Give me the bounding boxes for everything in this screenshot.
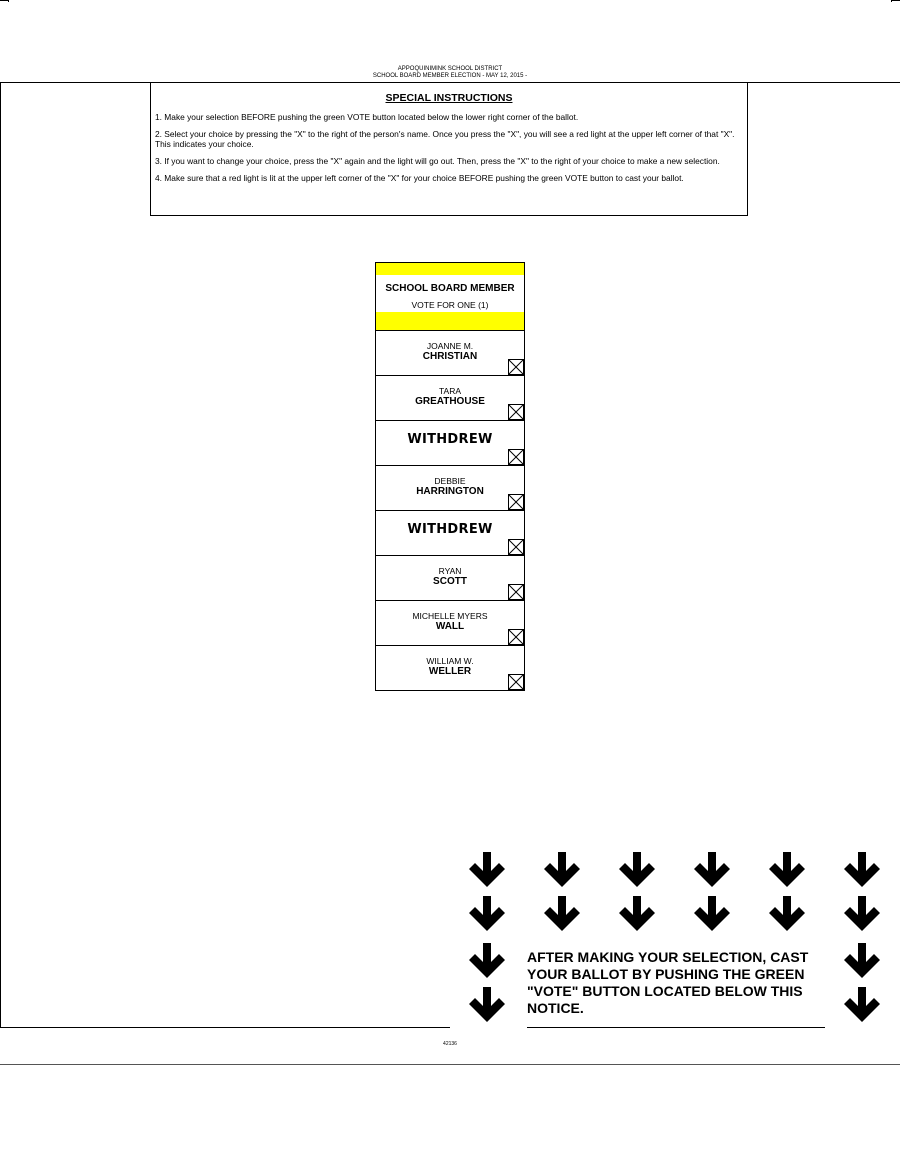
- instruction-2: 2. Select your choice by pressing the "X" to the right of the person's name. Once you press the "X", you will see a red light at the upper left corner of that "X". This indicates your choice.: [155, 129, 735, 149]
- candidate-first-name: MICHELLE MYERS: [412, 611, 488, 621]
- ballot-header: [0, 66, 900, 80]
- frame-left: [0, 82, 1, 1028]
- candidate-first-name: RYAN: [438, 566, 462, 576]
- candidate-last-name: CHRISTIAN: [422, 351, 478, 362]
- contest-title: SCHOOL BOARD MEMBER: [385, 283, 515, 294]
- crop-mark: [8, 0, 9, 2]
- candidate-last-name: SCOTT: [433, 576, 467, 587]
- withdrew-label: WITHDREW: [407, 432, 493, 447]
- candidate-withdrew: [376, 511, 524, 556]
- down-arrow-icon: [843, 987, 881, 1023]
- page-divider: [0, 1064, 900, 1065]
- vote-x-box[interactable]: [508, 449, 524, 465]
- instruction-4: 4. Make sure that a red light is lit at the upper left corner of the "X" for your choice BEFORE pushing the green VOTE button to cast your ballot.: [155, 173, 684, 183]
- vote-x-box[interactable]: [508, 674, 524, 690]
- candidate-greathouse: [376, 376, 524, 421]
- candidate-last-name: WELLER: [428, 666, 472, 677]
- candidate-first-name: JOANNE M.: [426, 341, 474, 351]
- instruction-1: 1. Make your selection BEFORE pushing the green VOTE button located below the lower right corner of the ballot.: [155, 112, 579, 122]
- frame-bottom: [0, 1027, 450, 1028]
- vote-x-box[interactable]: [508, 584, 524, 600]
- vote-x-box[interactable]: [508, 539, 524, 555]
- page-number: 42136: [443, 1041, 457, 1047]
- candidate-wall: [376, 601, 524, 646]
- down-arrow-icon: [468, 896, 506, 932]
- vote-for-count: VOTE FOR ONE (1): [411, 300, 489, 310]
- down-arrow-icon: [543, 896, 581, 932]
- candidate-withdrew: [376, 421, 524, 466]
- down-arrow-icon: [768, 896, 806, 932]
- down-arrow-icon: [843, 852, 881, 888]
- candidate-last-name: WALL: [435, 621, 465, 632]
- vote-x-box[interactable]: [508, 494, 524, 510]
- down-arrow-icon: [768, 852, 806, 888]
- instructions-title: SPECIAL INSTRUCTIONS: [385, 92, 513, 104]
- candidate-harrington: [376, 466, 524, 511]
- down-arrow-icon: [843, 896, 881, 932]
- vote-x-box[interactable]: [508, 359, 524, 375]
- candidate-first-name: DEBBIE: [434, 476, 466, 486]
- crop-mark: [0, 0, 8, 1]
- candidate-last-name: HARRINGTON: [416, 486, 484, 497]
- contest-header: [376, 263, 524, 331]
- notice-underline: [527, 1027, 825, 1028]
- down-arrow-icon: [618, 896, 656, 932]
- district-name: APPOQUINIMINK SCHOOL DISTRICT: [397, 66, 503, 72]
- down-arrow-icon: [468, 852, 506, 888]
- candidate-last-name: GREATHOUSE: [415, 396, 485, 407]
- down-arrow-icon: [843, 943, 881, 979]
- down-arrow-icon: [468, 943, 506, 979]
- election-name: SCHOOL BOARD MEMBER ELECTION - MAY 12, 2015 -: [372, 73, 528, 79]
- candidate-first-name: TARA: [438, 386, 462, 396]
- candidate-scott: [376, 556, 524, 601]
- contest-school-board: [375, 262, 525, 691]
- candidate-christian: [376, 331, 524, 376]
- down-arrow-icon: [543, 852, 581, 888]
- special-instructions: [150, 82, 748, 216]
- withdrew-label: WITHDREW: [407, 522, 493, 537]
- down-arrow-icon: [693, 896, 731, 932]
- down-arrow-icon: [693, 852, 731, 888]
- candidate-first-name: WILLIAM W.: [426, 656, 474, 666]
- vote-x-box[interactable]: [508, 629, 524, 645]
- instruction-3: 3. If you want to change your choice, press the "X" again and the light will go out. Then, press the "X" to the right of your choice to make a new selection.: [155, 156, 720, 166]
- vote-x-box[interactable]: [508, 404, 524, 420]
- cast-ballot-notice: AFTER MAKING YOUR SELECTION, CAST YOUR BALLOT BY PUSHING THE GREEN "VOTE" BUTTON LOCATED BELOW THIS NOTICE.: [527, 949, 809, 1016]
- down-arrow-icon: [618, 852, 656, 888]
- candidate-weller: [376, 646, 524, 690]
- down-arrow-icon: [468, 987, 506, 1023]
- crop-mark: [892, 0, 900, 1]
